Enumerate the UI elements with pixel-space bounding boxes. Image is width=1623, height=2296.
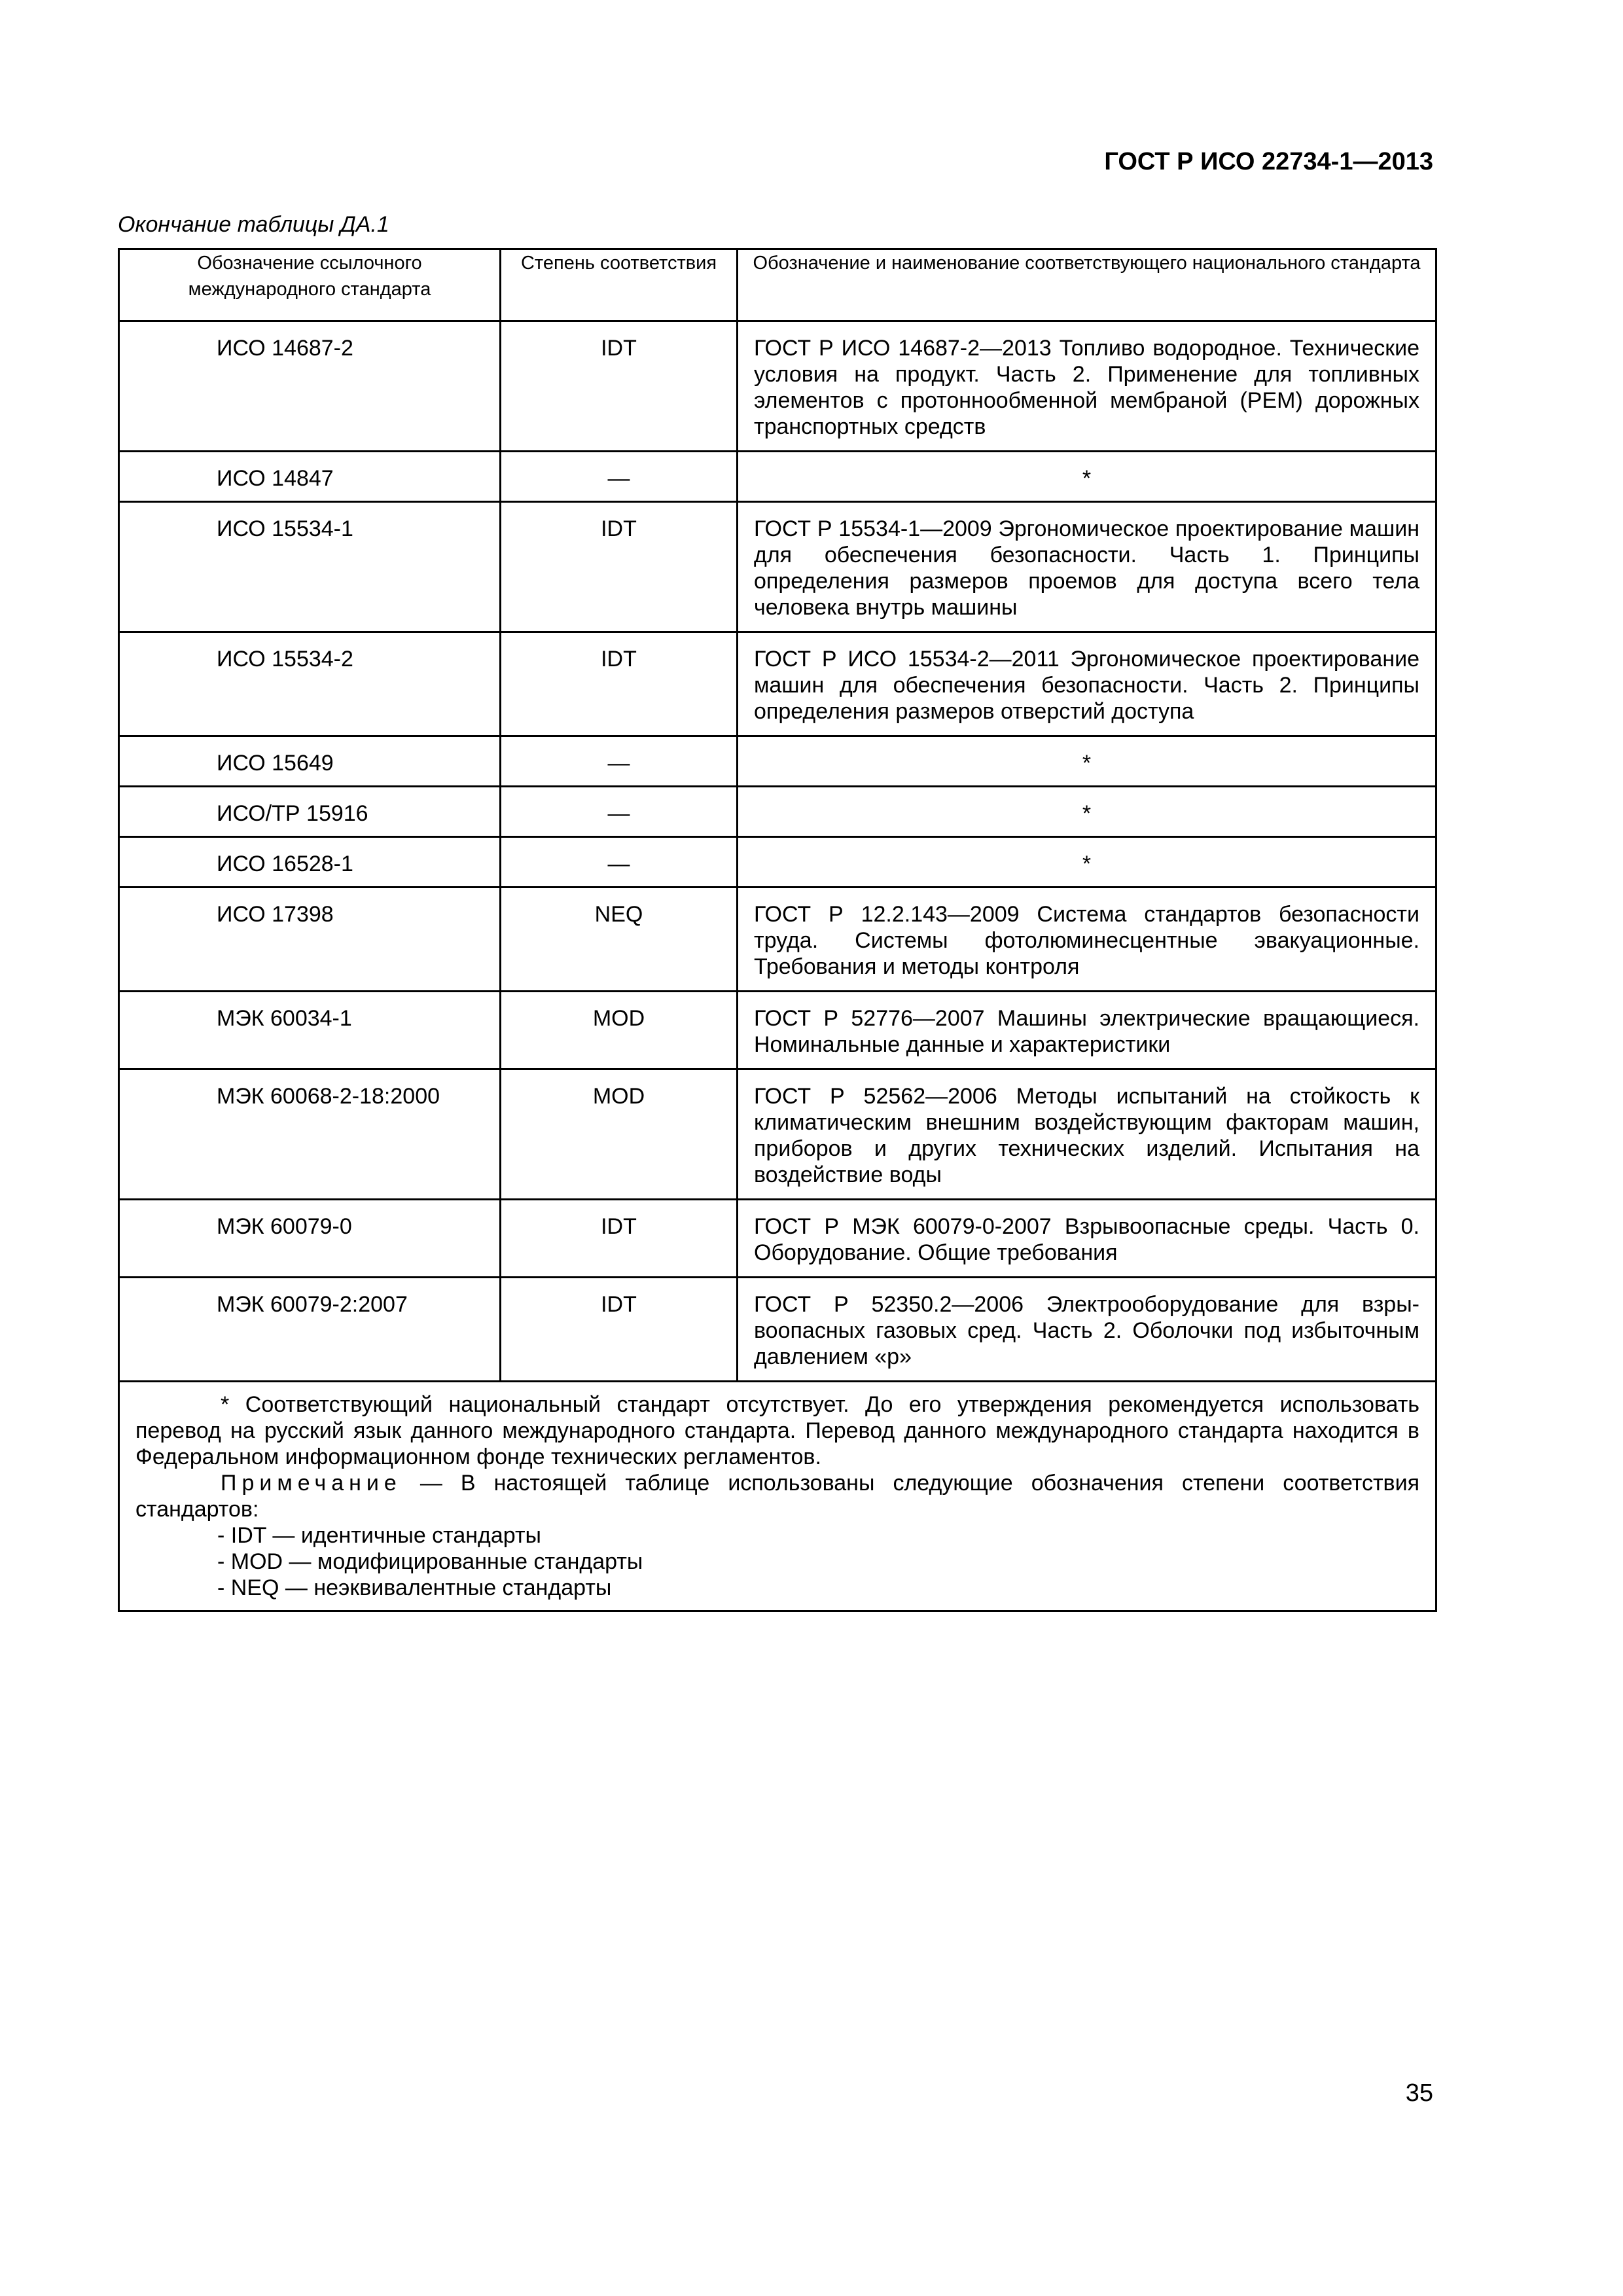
table-row [119,632,1436,736]
column-header-degree: Степень соответствия [501,249,738,321]
reference-cell: МЭК 60068-2-18:2000 [119,1069,501,1200]
table-row [119,1278,1436,1382]
table-row [119,1200,1436,1278]
reference-cell: ИСО 14687-2 [119,321,501,452]
table-footnote-row [119,1382,1436,1611]
reference-cell: ИСО 16528-1 [119,837,501,888]
correspondence-table [118,248,1437,1612]
note-item: - NEQ — неэквивалентные стандарты [217,1575,612,1600]
degree-cell: — [501,452,738,502]
degree-cell: IDT [501,321,738,452]
table-row [119,452,1436,502]
degree-cell: — [501,837,738,888]
reference-cell: МЭК 60079-0 [119,1200,501,1278]
degree-cell: IDT [501,632,738,736]
column-header-national: Обозначение и наименование соответствующего национального стандарта [738,249,1436,321]
national-standard-cell: ГОСТ Р ИСО 14687-2—2013 Топливо водородное. Технические условия на продукт. Часть 2. Применение для топливных элементов с протоннообменной мембраной (PEM) дорожных транспортных средств [738,321,1436,452]
table-row [119,992,1436,1069]
table-caption: Окончание таблицы ДА.1 [118,212,389,237]
national-standard-cell: ГОСТ Р МЭК 60079-0-2007 Взрывоопасные среды. Часть 0. Оборудование. Общие требования [738,1200,1436,1278]
footnote-cell [119,1382,1436,1611]
national-standard-cell: * [738,736,1436,787]
note-paragraph [135,1470,1419,1522]
note-item: - MOD — модифицированные стандарты [217,1549,643,1574]
reference-cell: МЭК 60034-1 [119,992,501,1069]
national-standard-cell: * [738,787,1436,837]
table-row [119,888,1436,992]
degree-cell: — [501,736,738,787]
table-header-row [119,249,1436,321]
reference-cell: ИСО 15534-1 [119,502,501,632]
national-standard-cell: ГОСТ Р 52776—2007 Машины электрические вращающиеся. Номинальные данные и характеристики [738,992,1436,1069]
degree-cell: MOD [501,1069,738,1200]
note-label: Примечание [221,1471,402,1496]
note-item: - IDT — идентичные стандарты [217,1523,541,1548]
table-row [119,1069,1436,1200]
footnote-text: * Соответствующий национальный стандарт отсутствует. До его утверждения рекомендуется использовать перевод на русский язык данного международного стандарта. Перевод данного международного стандарта находится в Федеральном информационном фонде технических регламентов. [135,1392,1419,1469]
table-row [119,736,1436,787]
national-standard-cell: ГОСТ Р 15534-1—2009 Эргономическое проектирование машин для обеспечения безопасности. Часть 1. Принципы определения размеров проемов для доступа всего тела человека внутрь машины [738,502,1436,632]
degree-cell: IDT [501,1200,738,1278]
reference-cell: ИСО 17398 [119,888,501,992]
table-row [119,787,1436,837]
national-standard-cell: * [738,837,1436,888]
reference-cell: ИСО 15649 [119,736,501,787]
degree-cell: MOD [501,992,738,1069]
table-row [119,321,1436,452]
reference-cell: ИСО 15534-2 [119,632,501,736]
degree-cell: — [501,787,738,837]
document-code: ГОСТ Р ИСО 22734-1—2013 [1104,148,1433,175]
national-standard-cell: ГОСТ Р ИСО 15534-2—2011 Эргономическое проектирование машин для обеспечения безопасности. Часть 2. Принципы определения размеров отверстий доступа [738,632,1436,736]
national-standard-cell: ГОСТ Р 52562—2006 Методы испытаний на стойкость к климатическим внешним воздействующим факторам машин, приборов и других технических изделий. Испытания на воздействие воды [738,1069,1436,1200]
degree-cell: IDT [501,1278,738,1382]
reference-cell: ИСО 14847 [119,452,501,502]
national-standard-cell: ГОСТ Р 52350.2—2006 Электрооборудование для взрывоопасных газовых сред. Часть 2. Оболочки под избыточным давлением «р» [738,1278,1436,1382]
national-standard-cell: ГОСТ Р 12.2.143—2009 Система стандартов безопасности труда. Системы фотолюминесцентные эвакуационные. Требования и методы контроля [738,888,1436,992]
reference-cell: МЭК 60079-2:2007 [119,1278,501,1382]
reference-cell: ИСО/ТР 15916 [119,787,501,837]
column-header-reference: Обозначение ссылочного международного стандарта [119,249,501,321]
degree-cell: IDT [501,502,738,632]
note-text: — В настоящей таблице использованы следующие обозначения степени соответствия стандартов: [135,1471,1419,1522]
degree-cell: NEQ [501,888,738,992]
page-number: 35 [1405,2079,1433,2107]
table-row [119,837,1436,888]
table-row [119,502,1436,632]
national-standard-cell: * [738,452,1436,502]
